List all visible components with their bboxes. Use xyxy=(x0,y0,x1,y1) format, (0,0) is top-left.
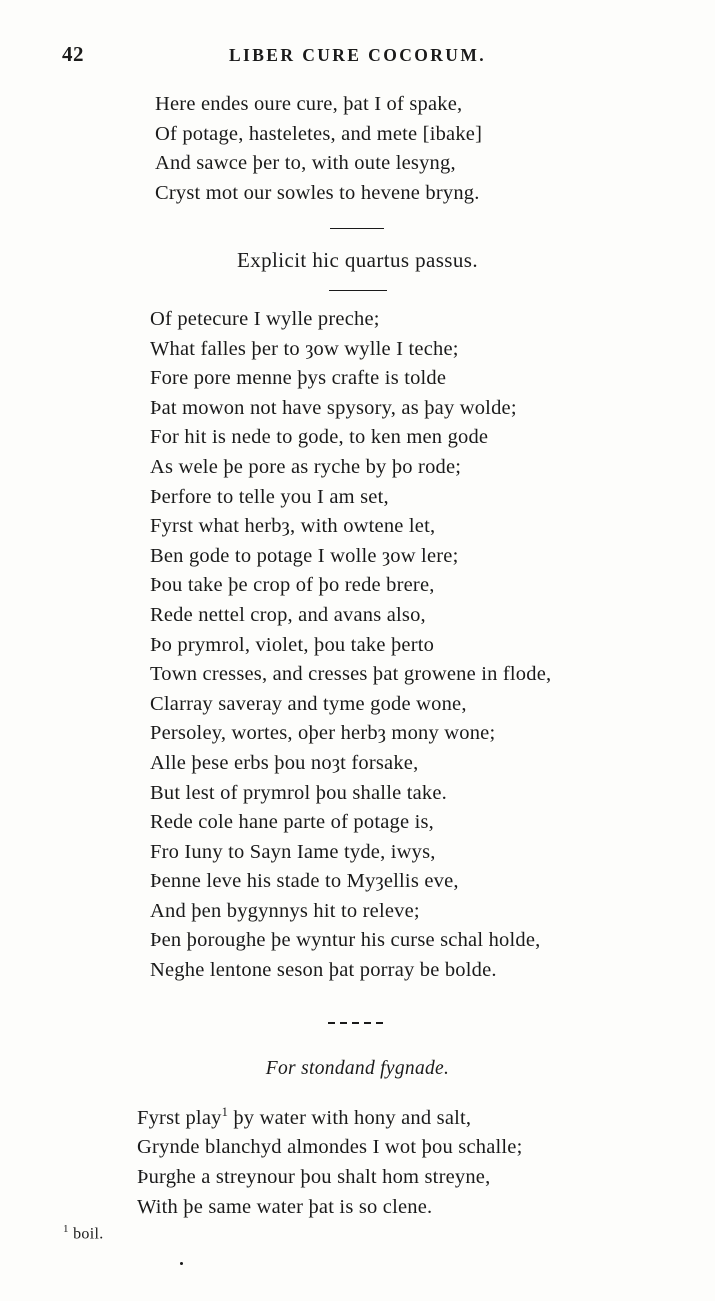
verse-line: Þenne leve his stade to Myȝellis eve, xyxy=(150,870,459,893)
recipe-title: For stondand fygnade. xyxy=(265,1058,450,1079)
verse-line: Rede cole hane parte of potage is, xyxy=(150,811,435,834)
stanza-recipe xyxy=(137,1098,522,1222)
verse-line: Ben gode to potage I wolle ȝow lere; xyxy=(150,544,459,567)
footnote xyxy=(63,1223,104,1243)
verse-text: Fyrst play xyxy=(137,1106,222,1129)
verse-line: Town cresses, and cresses þat growene in flode, xyxy=(150,663,552,686)
stanza-petecure xyxy=(150,305,551,986)
page-artifact-dot xyxy=(180,1262,183,1265)
verse-line: Þerfore to telle you I am set, xyxy=(150,485,389,508)
verse-line: Clarray saveray and tyme gode wone, xyxy=(150,692,467,715)
running-title: LIBER CURE COCORUM. xyxy=(228,45,487,65)
verse-line: With þe same water þat is so clene. xyxy=(137,1195,433,1218)
verse-line: Þurghe a streynour þou shalt hom streyne, xyxy=(137,1166,491,1189)
verse-line: And þen bygynnys hit to releve; xyxy=(150,899,420,922)
verse-line: Þou take þe crop of þo rede brere, xyxy=(150,574,435,597)
verse-line: Þat mowon not have spysory, as þay wolde; xyxy=(150,396,517,419)
footnote-marker[interactable]: 1 xyxy=(221,1105,229,1119)
verse-line: Grynde blanchyd almondes I wot þou schalle; xyxy=(137,1136,523,1159)
verse-line: But lest of prymrol þou shalle take. xyxy=(150,781,447,804)
verse-line: Þo prymrol, violet, þou take þerto xyxy=(150,633,435,656)
verse-line: Of petecure I wylle preche; xyxy=(150,308,380,330)
divider-rule-dashed xyxy=(328,1022,388,1024)
divider-rule-top xyxy=(330,228,384,229)
verse-line: Rede nettel crop, and avans also, xyxy=(150,603,426,626)
divider-rule-middle xyxy=(329,290,387,291)
verse-line: Þen þoroughe þe wyntur his curse schal holde, xyxy=(150,929,541,952)
stanza-closing xyxy=(155,90,482,208)
footnote-number: 1 xyxy=(63,1223,69,1235)
footnote-text: boil. xyxy=(73,1225,104,1243)
verse-line: For hit is nede to gode, to ken men gode xyxy=(150,426,489,449)
verse-text-rest: þy water with hony and salt, xyxy=(228,1106,472,1129)
verse-line: Fro Iuny to Sayn Iame tyde, iwys, xyxy=(150,840,436,863)
verse-line: Cryst mot our sowles to hevene bryng. xyxy=(155,181,480,204)
verse-line: Fore pore menne þys crafte is tolde xyxy=(150,367,447,390)
page-header xyxy=(0,42,715,68)
page-number: 42 xyxy=(62,42,84,66)
verse-line: As wele þe pore as ryche by þo rode; xyxy=(150,455,462,478)
verse-line: Here endes oure cure, þat I of spake, xyxy=(155,93,463,115)
verse-line: Neghe lentone seson þat porray be bolde. xyxy=(150,959,497,982)
verse-line: Of potage, hasteletes, and mete [ibake] xyxy=(155,122,483,145)
verse-line: Persoley, wortes, oþer herbȝ mony wone; xyxy=(150,722,496,745)
verse-line: Fyrst what herbȝ, with owtene let, xyxy=(150,515,436,538)
explicit-heading: Explicit hic quartus passus. xyxy=(236,248,478,272)
verse-line: What falles þer to ȝow wylle I teche; xyxy=(150,337,459,360)
verse-line-with-footnote xyxy=(137,1098,522,1133)
verse-line: Alle þese erbs þou noȝt forsake, xyxy=(150,751,419,774)
verse-line: And sawce þer to, with oute lesyng, xyxy=(155,152,456,175)
